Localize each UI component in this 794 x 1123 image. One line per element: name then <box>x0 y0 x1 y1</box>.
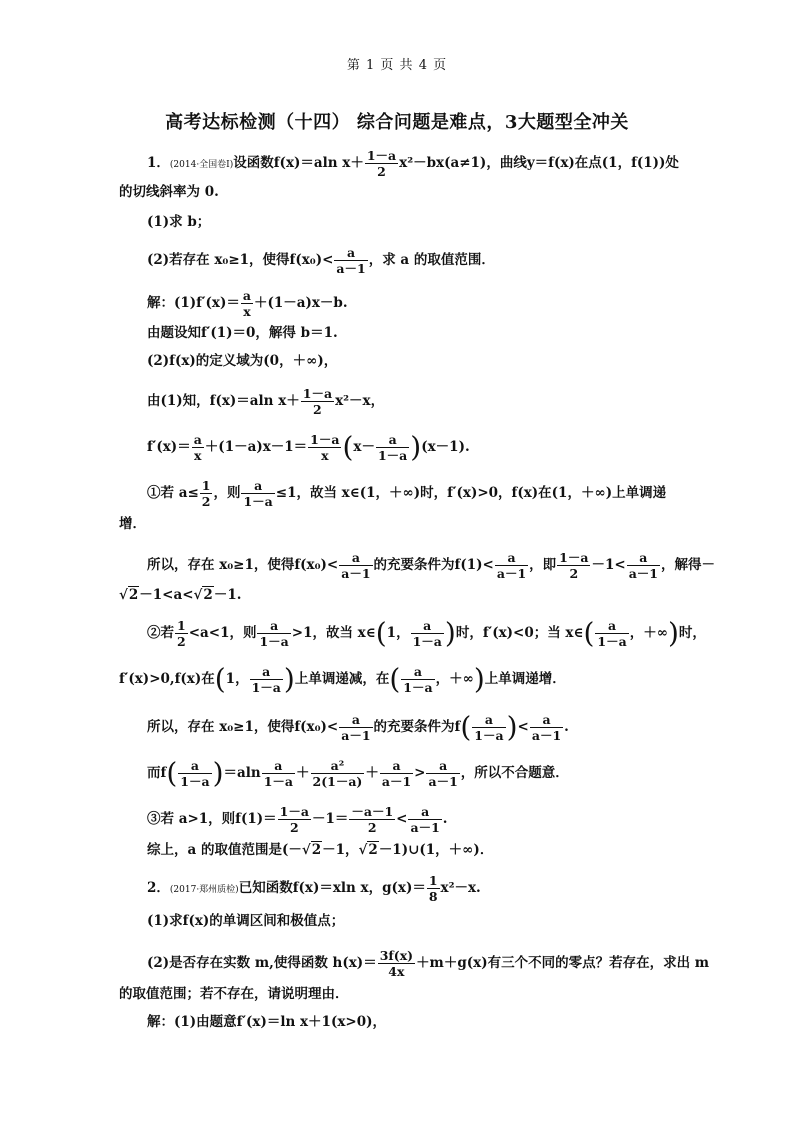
fraction: $\frac{a}{a-1}$ <box>410 804 440 835</box>
fraction: $\frac{a}{x}$ <box>193 432 202 463</box>
page-title: 高考达标检测（十四） 综合问题是难点，3大题型全冲关 <box>165 112 629 133</box>
q2-part2-cont: 的取值范围；若不存在，请说明理由． <box>119 986 349 1002</box>
q2-intro: 2．(2017·郑州质检)已知函数f(x)＝xln x，g(x)＝ $\frac{1}{8}$ x²－x. <box>147 873 481 904</box>
fraction: $\frac{a}{a-1}$ <box>341 550 371 581</box>
q1-case1-summary: 所以，存在 x₀≥1，使得f(x₀)< $\frac{a}{a-1}$ 的充要条件为f(1)< $\frac{a}{a-1}$ ，即 $\frac{1-a}{2}$ －1< $\frac{a}{a-1}$ ，解得－ <box>147 550 715 581</box>
q1-part1: (1)求 b； <box>147 214 211 230</box>
q1-case1: ①若 a≤ $\frac{1}{2}$ ，则 $\frac{a}{1-a}$ ≤1，故当 x∈(1，＋∞)时，f′(x)>0，f(x)在(1，＋∞)上单调递 <box>147 478 667 509</box>
q1-number: 1． <box>147 155 170 171</box>
fraction: $\frac{1-a}{2}$ <box>279 804 309 835</box>
q1-case2-cont: f′(x)>0,f(x)在(1， $\frac{a}{1-a}$ )上单调递减，在( $\frac{a}{1-a}$ ，＋∞)上单调递增． <box>119 662 566 696</box>
q2-source: (2017·郑州质检) <box>169 885 239 895</box>
fraction: $\frac{a}{a-1}$ <box>628 550 658 581</box>
q1-solution-5: f′(x)＝ $\frac{a}{x}$ ＋(1－a)x－1＝ $\frac{1-a}{x}$ (x－ $\frac{a}{1-a}$ )(x－1). <box>147 430 470 464</box>
fraction: $\frac{1-a}{x}$ <box>310 432 340 463</box>
fraction: $\frac{3f(x)}{4x}$ <box>379 948 414 979</box>
fraction: $\frac{1-a}{2}$ <box>302 386 333 417</box>
fraction: $\frac{a}{a-1}$ <box>428 758 458 789</box>
q1-intro: 1．(2014·全国卷Ⅰ)设函数f(x)＝aln x＋ $\frac{1-a}{2}$ x²－bx(a≠1)，曲线y＝f(x)在点(1，f(1))处 <box>147 148 679 179</box>
q1-conclusion: 综上，a 的取值范围是(－√2－1，√2－1)∪(1，＋∞)． <box>147 842 494 858</box>
fraction: $\frac{a}{1-a}$ <box>377 432 408 463</box>
fraction: $\frac{a}{a-1}$ <box>496 550 527 581</box>
fraction: $\frac{a}{a-1}$ <box>341 712 371 743</box>
q1-solution-3: (2)f(x)的定义域为(0，＋∞)， <box>147 353 338 369</box>
q2-part1: (1)求f(x)的单调区间和极值点； <box>147 913 345 929</box>
fraction: $\frac{1}{2}$ <box>201 478 211 509</box>
fraction: $\frac{a}{1-a}$ <box>412 618 442 649</box>
fraction: $\frac{a}{1-a}$ <box>251 664 281 695</box>
q1-source: (2014·全国卷Ⅰ) <box>169 160 234 170</box>
fraction: $\frac{a}{a-1}$ <box>381 758 412 789</box>
q1-solution-1: 解：(1)f′(x)＝ $\frac{a}{x}$ ＋(1－a)x－b. <box>147 288 348 319</box>
q1-case1-range: √2－1<a<√2－1. <box>119 587 242 603</box>
fraction: $\frac{1}{2}$ <box>177 618 186 649</box>
q1-case1-cont: 增． <box>119 516 146 532</box>
q1-case2-check: 而f( $\frac{a}{1-a}$ )＝aln $\frac{a}{1-a}$ ＋ $\frac{\text{a²}}{2(1-a)}$ ＋ $\frac{a}{a-1}$ > $\frac{a}{a-1}$ ，所以不合题意． <box>147 756 569 790</box>
fraction: $\frac{1}{8}$ <box>428 873 438 904</box>
q2-solution-1: 解：(1)由题意f′(x)＝ln x＋1(x>0)， <box>147 1014 386 1030</box>
fraction: $\frac{a}{1-a}$ <box>259 618 289 649</box>
fraction: $\frac{a}{1-a}$ <box>597 618 627 649</box>
q1-solution-2: 由题设知f′(1)＝0，解得 b＝1. <box>147 325 338 341</box>
fraction: $\frac{a}{1-a}$ <box>263 758 294 789</box>
fraction: $\frac{a}{1-a}$ <box>474 712 504 743</box>
fraction: $\frac{a}{x}$ <box>242 288 251 319</box>
fraction: $\frac{\text{a²}}{2(1-a)}$ <box>312 758 363 789</box>
fraction: $\frac{a}{a-1}$ <box>531 712 562 743</box>
fraction: $\frac{a}{1-a}$ <box>180 758 210 789</box>
q2-part2: (2)是否存在实数 m,使得函数 h(x)＝ $\frac{3f(x)}{4x}$ ＋m＋g(x)有三个不同的零点？若存在，求出 m <box>147 948 710 979</box>
fraction: $\frac{-a-1}{2}$ <box>351 804 394 835</box>
fraction: $\frac{1-a}{2}$ <box>366 148 397 179</box>
q1-part2: (2)若存在 x₀≥1，使得f(x₀)< $\frac{a}{a-1}$ ，求 a 的取值范围． <box>147 245 495 276</box>
fraction: $\frac{1-a}{2}$ <box>559 550 589 581</box>
q1-case2: ②若 $\frac{1}{2}$ <a<1，则 $\frac{a}{1-a}$ >1，故当 x∈(1， $\frac{a}{1-a}$ )时，f′(x)<0；当 x∈( $\frac{a}{1-a}$ ，＋∞)时， <box>147 616 706 650</box>
q2-number: 2． <box>147 880 170 896</box>
q1-intro-cont: 的切线斜率为 0. <box>119 184 219 200</box>
q1-case3: ③若 a>1，则f(1)＝ $\frac{1-a}{2}$ －1＝ $\frac{-a-1}{2}$ < $\frac{a}{a-1}$ . <box>147 804 448 835</box>
page-number: 第 1 页 共 4 页 <box>346 58 448 73</box>
fraction: $\frac{a}{1-a}$ <box>243 478 273 509</box>
fraction: $\frac{a}{a-1}$ <box>336 245 366 276</box>
q1-case2-summary: 所以，存在 x₀≥1，使得f(x₀)< $\frac{a}{a-1}$ 的充要条件为f( $\frac{a}{1-a}$ )< $\frac{a}{a-1}$ . <box>147 710 569 744</box>
fraction: $\frac{a}{1-a}$ <box>403 664 433 695</box>
q1-solution-4: 由(1)知，f(x)＝aln x＋ $\frac{1-a}{2}$ x²－x， <box>147 386 385 417</box>
